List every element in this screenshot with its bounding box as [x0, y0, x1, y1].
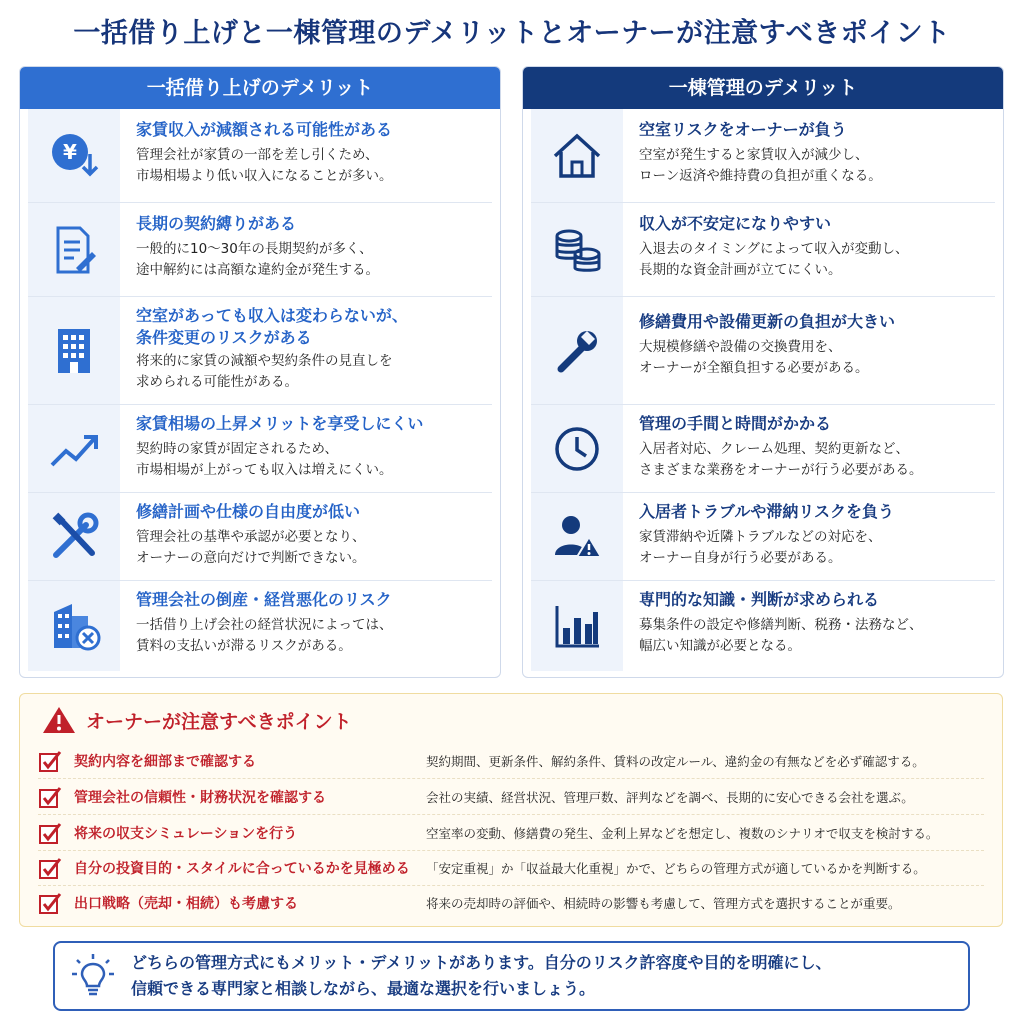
point-row: [38, 744, 984, 779]
item-heading: 管理会社の倒産・経営悪化のリスク: [136, 590, 392, 609]
checkbox-checked-icon: [38, 749, 62, 773]
wrench-icon: [549, 323, 605, 379]
lightbulb-icon: [69, 952, 117, 1000]
list-item: [28, 493, 492, 581]
list-item: [531, 581, 995, 671]
item-heading: 空室リスクをオーナーが負う: [639, 120, 847, 139]
item-text-line: 将来的に家賃の減額や契約条件の見直しを: [136, 353, 393, 369]
item-text-line: 管理会社の基準や承認が必要となり、: [136, 529, 366, 545]
checkbox-checked-icon: [38, 821, 62, 845]
point-description: 会社の実績、経営状況、管理戸数、評判などを調べ、長期的に安心できる会社を選ぶ。: [426, 790, 914, 805]
point-label: 出口戦略（売却・相続）も考慮する: [74, 896, 298, 912]
list-item: [28, 581, 492, 671]
left-column: [19, 66, 501, 678]
item-text-line: 一般的に10〜30年の長期契約が多く、: [136, 241, 373, 257]
tools-icon: [46, 509, 102, 565]
coins-icon: [549, 222, 605, 278]
item-text-line: さまざまな業務をオーナーが行う必要がある。: [639, 462, 923, 478]
item-heading: 修繕計画や仕様の自由度が低い: [136, 502, 361, 521]
point-row: [38, 780, 984, 815]
item-heading: 専門的な知識・判断が求められる: [639, 590, 880, 609]
item-heading: 長期の契約縛りがある: [136, 214, 297, 233]
item-heading: 管理の手間と時間がかかる: [639, 414, 832, 433]
item-heading: 家賃収入が減額される可能性がある: [136, 120, 393, 139]
point-label: 管理会社の信頼性・財務状況を確認する: [74, 790, 326, 806]
item-text-line: オーナーの意向だけで判断できない。: [136, 550, 366, 566]
item-text-line: オーナー自身が行う必要がある。: [639, 550, 842, 566]
point-description: 契約期間、更新条件、解約条件、賃料の改定ルール、違約金の有無などを必ず確認する。: [426, 754, 925, 769]
list-item: [531, 109, 995, 203]
item-text-line: 募集条件の設定や修繕判断、税務・法務など、: [639, 617, 923, 633]
item-text-line: 幅広い知識が必要となる。: [639, 638, 801, 654]
page-title: 一括借り上げと一棟管理のデメリットとオーナーが注意すべきポイント: [73, 18, 951, 49]
item-text-line: 入居者対応、クレーム処理、契約更新など、: [639, 441, 909, 457]
item-text-line: 大規模修繕や設備の交換費用を、: [639, 339, 842, 355]
item-text-line: 市場相場が上がっても収入は増えにくい。: [136, 462, 393, 478]
point-description: 空室率の変動、修繕費の発生、金利上昇などを想定し、複数のシナリオで収支を検討する。: [426, 826, 939, 841]
points-heading: オーナーが注意すべきポイント: [86, 710, 352, 733]
point-description: 将来の売却時の評価や、相続時の影響も考慮して、管理方式を選択することが重要。: [426, 896, 901, 911]
yen-down-icon: [46, 128, 102, 184]
item-heading-line2: 条件変更のリスクがある: [136, 328, 312, 347]
contract-document-icon: [46, 222, 102, 278]
item-heading: 収入が不安定になりやすい: [639, 214, 832, 233]
svg-text:¥: ¥: [63, 139, 77, 164]
bar-chart-icon: [549, 598, 605, 654]
point-row: [38, 886, 984, 920]
list-item: [28, 109, 492, 203]
trend-up-icon: [46, 421, 102, 477]
item-heading: 入居者トラブルや滞納リスクを負う: [639, 502, 895, 521]
item-heading: 家賃相場の上昇メリットを享受しにくい: [136, 414, 424, 433]
list-item: [28, 297, 492, 405]
building-cancel-icon: [46, 598, 102, 654]
item-text-line: 賃料の支払いが滞るリスクがある。: [136, 638, 352, 654]
house-icon: [549, 128, 605, 184]
item-text-line: 管理会社が家賃の一部を差し引くため、: [136, 147, 379, 163]
list-item: [28, 405, 492, 493]
item-text-line: 契約時の家賃が固定されるため、: [136, 441, 338, 457]
point-label: 契約内容を細部まで確認する: [74, 754, 256, 770]
checkbox-checked-icon: [38, 785, 62, 809]
building-icon: [46, 323, 102, 379]
checkbox-checked-icon: [38, 891, 62, 915]
footer-line: 信頼できる専門家と相談しながら、最適な選択を行いましょう。: [131, 979, 596, 998]
point-label: 将来の収支シミュレーションを行う: [74, 826, 298, 842]
right-column-header: 一棟管理のデメリット: [523, 67, 1003, 109]
item-text-line: オーナーが全額負担する必要がある。: [639, 360, 869, 376]
warning-icon: [42, 705, 76, 735]
point-label: 自分の投資目的・スタイルに合っているかを見極める: [74, 861, 410, 877]
point-description: 「安定重視」か「収益最大化重視」かで、どちらの管理方式が適しているかを判断する。: [426, 861, 926, 876]
list-item: [531, 493, 995, 581]
person-warning-icon: [549, 509, 605, 565]
left-column-header: 一括借り上げのデメリット: [20, 67, 500, 109]
item-text-line: 入退去のタイミングによって収入が変動し、: [639, 241, 909, 257]
item-text-line: 長期的な資金計画が立てにくい。: [639, 262, 842, 278]
point-row: [38, 851, 984, 886]
item-heading: 空室があっても収入は変わらないが、: [136, 306, 408, 325]
item-text-line: 市場相場より低い収入になることが多い。: [136, 168, 393, 184]
list-item: [28, 203, 492, 297]
advice-footer: [53, 941, 970, 1011]
item-text-line: 一括借り上げ会社の経営状況によっては、: [136, 617, 393, 633]
item-heading: 修繕費用や設備更新の負担が大きい: [639, 312, 896, 331]
point-row: [38, 816, 984, 851]
list-item: [531, 297, 995, 405]
footer-line: どちらの管理方式にもメリット・デメリットがあります。自分のリスク許容度や目的を明確にし、: [131, 953, 832, 972]
right-column: [522, 66, 1004, 678]
item-text-line: 家賃滞納や近隣トラブルなどの対応を、: [639, 529, 882, 545]
item-text-line: ローン返済や維持費の負担が重くなる。: [639, 168, 882, 184]
item-text-line: 求められる可能性がある。: [136, 374, 298, 390]
owner-points-panel: [19, 693, 1003, 927]
item-text-line: 空室が発生すると家賃収入が減少し、: [639, 147, 869, 163]
item-text-line: 途中解約には高額な違約金が発生する。: [136, 262, 379, 278]
checkbox-checked-icon: [38, 856, 62, 880]
list-item: [531, 203, 995, 297]
clock-icon: [549, 421, 605, 477]
list-item: [531, 405, 995, 493]
